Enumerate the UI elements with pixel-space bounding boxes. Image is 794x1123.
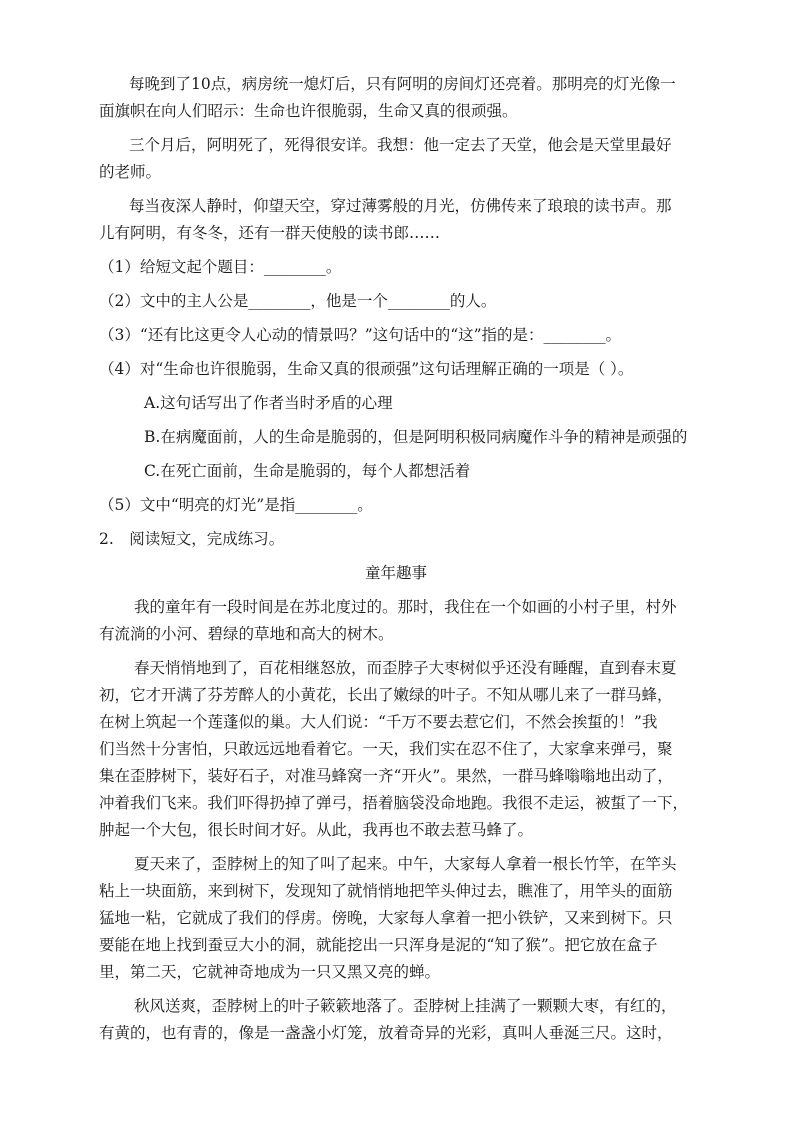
- passage-line: 初，它才开满了芬芳醉人的小黄花，长出了嫩绿的叶子。不知从哪儿来了一群马蜂，: [99, 686, 673, 704]
- passage-line: 秋风送爽，歪脖树上的叶子簌簌地落了。歪脖树上挂满了一颗颗大枣，有红的，: [134, 997, 677, 1015]
- question-item: （4）对“生命也许很脆弱，生命又真的很顽强”这句话理解正确的一项是（ ）。: [99, 360, 634, 378]
- answer-option: B.在病魔面前，人的生命是脆弱的，但是阿明积极同病魔作斗争的精神是顽强的: [144, 428, 688, 446]
- question-item: （1）给短文起个题目：________。: [99, 258, 342, 276]
- passage-line: 粘上一块面筋，来到树下，发现知了就悄悄地把竿头伸过去，瞧准了，用竿头的面筋: [99, 882, 673, 900]
- passage-line: 每晚到了10点，病房统一熄灯后，只有阿明的房间灯还亮着。那明亮的灯光像一: [129, 75, 676, 93]
- passage-line: 我的童年有一段时间是在苏北度过的。那时，我住在一个如画的小村子里，村外: [134, 598, 677, 616]
- passage-line: 春天悄悄地到了，百花相继怒放，而歪脖子大枣树似乎还没有睡醒，直到春末夏: [134, 659, 677, 677]
- passage-line: 的老师。: [99, 163, 162, 181]
- question-item: （2）文中的主人公是________，他是一个________的人。: [99, 292, 497, 310]
- passage-line: 要能在地上找到蚕豆大小的洞，就能挖出一只浑身是泥的“知了猴”。把它放在盒子: [99, 936, 658, 954]
- passage-line: 面旗帜在向人们昭示：生命也许很脆弱，生命又真的很顽强。: [99, 102, 518, 120]
- passage-line: 每当夜深人静时，仰望天空，穿过薄雾般的月光，仿佛传来了琅琅的读书声。那: [129, 197, 672, 215]
- passage-line: 在树上筑起一个莲蓬似的巢。大人们说：“千万不要去惹它们，不然会挨蜇的！”我: [99, 713, 658, 731]
- passage-line: 们当然十分害怕，只敢远远地看着它。一天，我们实在忍不住了，大家拿来弹弓，聚: [99, 740, 673, 758]
- answer-option: C.在死亡面前，生命是脆弱的，每个人都想活着: [144, 462, 471, 480]
- passage-line: 猛地一粘，它就成了我们的俘虏。傍晚，大家每人拿着一把小铁铲，又来到树下。只: [99, 909, 673, 927]
- passage-line: 有流淌的小河、碧绿的草地和高大的树木。: [99, 625, 394, 643]
- question-item: （3）“还有比这更令人心动的情景吗？”这句话中的“这”指的是：________。: [99, 326, 622, 344]
- answer-option: A.这句话写出了作者当时矛盾的心理: [144, 394, 393, 412]
- question-item: （5）文中“明亮的灯光”是指________。: [99, 496, 373, 514]
- passage-line: 有黄的，也有青的，像是一盏盏小灯笼，放着奇异的光彩，真叫人垂涎三尺。这时，: [99, 1024, 673, 1042]
- passage-line: 夏天来了，歪脖树上的知了叫了起来。中午，大家每人拿着一根长竹竿，在竿头: [134, 855, 677, 873]
- passage-line: 冲着我们飞来。我们吓得扔掉了弹弓，捂着脑袋没命地跑。我很不走运，被蜇了一下，: [99, 794, 689, 812]
- passage-line: 三个月后，阿明死了，死得很安详。我想：他一定去了天堂，他会是天堂里最好: [129, 136, 672, 154]
- passage-line: 肿起一个大包，很长时间才好。从此，我再也不敢去惹马蜂了。: [99, 821, 534, 839]
- passage-title: 童年趣事: [365, 564, 428, 582]
- question-heading: 2. 阅读短文，完成练习。: [99, 530, 285, 548]
- passage-line: 儿有阿明，有冬冬，还有一群天使般的读书郎……: [99, 224, 441, 242]
- passage-line: 集在歪脖树下，装好石子，对准马蜂窝一齐“开火”。果然，一群马蜂嗡嗡地出动了，: [99, 767, 673, 785]
- passage-line: 里，第二天，它就神奇地成为一只又黑又亮的蝉。: [99, 963, 441, 981]
